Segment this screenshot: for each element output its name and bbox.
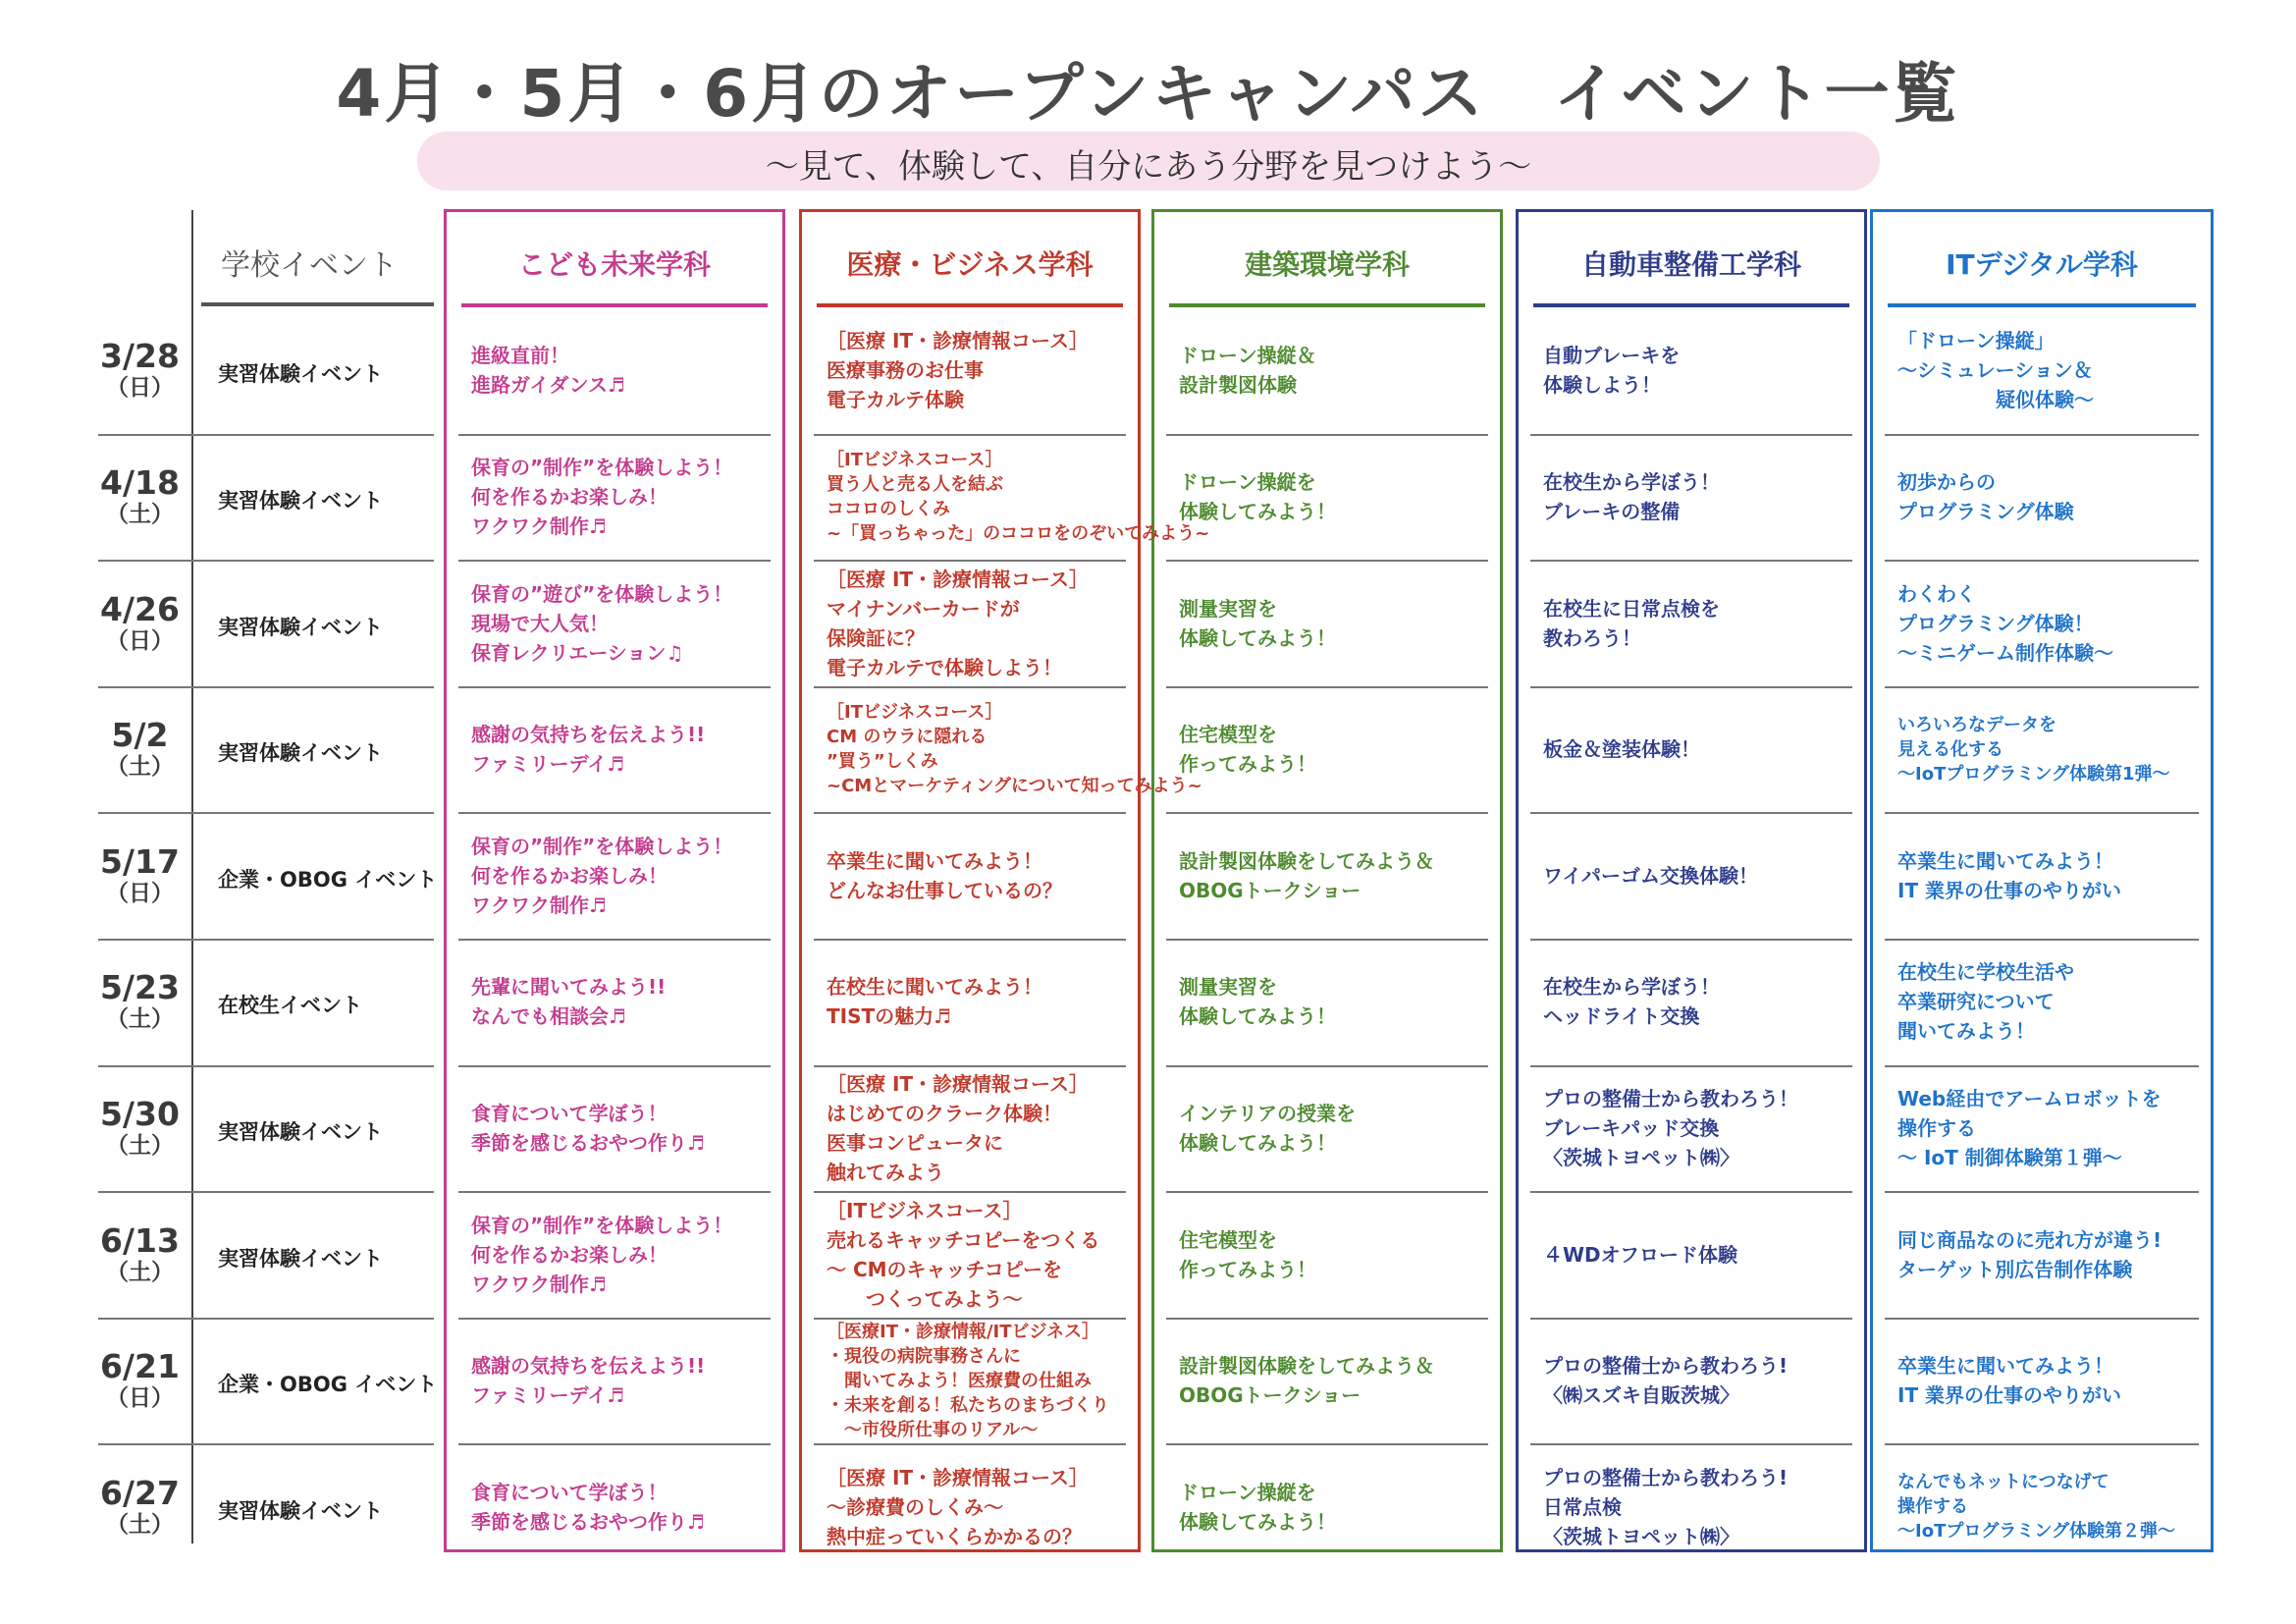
cell-divider [1530, 939, 1852, 941]
cell-divider [814, 434, 1126, 436]
page-title: 4月・5月・6月のオープンキャンパス イベント一覧 [336, 56, 1960, 132]
event-cell: 測量実習を 体験してみよう！ [1179, 975, 1336, 1029]
event-cell: 保育の”制作”を体験しよう！ 何を作るかお楽しみ！ ワクワク制作♬ [471, 1213, 733, 1296]
row-date [93, 1473, 187, 1539]
school-event-type: 実習体験イベント [218, 362, 383, 387]
event-cell: プロの整備士から教わろう! 〈㈱スズキ自販茨城〉 [1543, 1354, 1789, 1408]
school-event-header: 学校イベント [221, 248, 398, 283]
event-cell: ［ITビジネスコース］ 買う人と売る人を結ぶ ココロのしくみ ~「買っちゃった」のココロをのぞいてみよう~ [827, 449, 1210, 544]
event-cell: 住宅模型を 作ってみよう！ [1179, 723, 1316, 777]
event-cell: ［医療 IT・診療情報コース］ はじめてのクラーク体験！ 医事コンピュータに 触れてみよう [827, 1071, 1090, 1184]
cell-divider [814, 939, 1126, 941]
date-label: 4/18 [100, 462, 180, 502]
event-cell: 自動ブレーキを 体験しよう！ [1543, 344, 1681, 398]
cell-divider [1885, 812, 2199, 814]
school-event-type: 実習体験イベント [218, 1498, 383, 1523]
cell-divider [1530, 560, 1852, 562]
row-date [93, 339, 187, 402]
date-label: 6/21 [100, 1347, 180, 1386]
school-event-type: 企業・OBOG イベント [218, 1373, 438, 1397]
cell-divider [1166, 1443, 1488, 1445]
cell-divider [1166, 560, 1488, 562]
event-cell: 感謝の気持ちを伝えよう!! ファミリーデイ♬ [471, 723, 706, 777]
event-cell: 在校生に聞いてみよう！ TISTの魅力♬ [827, 975, 1042, 1029]
event-cell: ［ITビジネスコース］ 売れるキャッチコピーをつくる ～ CMのキャッチコピーを つくってみよう～ [827, 1198, 1100, 1311]
school-event-type: 実習体験イベント [218, 488, 383, 513]
cell-divider [1166, 939, 1488, 941]
cell-divider [814, 812, 1126, 814]
event-cell: ワイパーゴム交換体験！ [1543, 863, 1758, 888]
cell-divider [458, 686, 771, 688]
department-header: こども未来学科 [517, 248, 711, 281]
subtitle: ～見て、体験して、自分にあう分野を見つけよう～ [765, 147, 1532, 187]
event-cell: 測量実習を 体験してみよう！ [1179, 596, 1336, 650]
school-event-type: 実習体験イベント [218, 1246, 383, 1271]
cell-divider [814, 560, 1126, 562]
cell-divider [1530, 1065, 1852, 1067]
school-event-type: 企業・OBOG イベント [218, 867, 438, 892]
event-cell: 設計製図体験をしてみよう＆ OBOGトークショー [1179, 848, 1434, 902]
weekday-label: （土） [106, 501, 174, 527]
weekday-label: （日） [106, 375, 174, 402]
event-cell: 保育の”制作”を体験しよう！ 何を作るかお楽しみ！ ワクワク制作♬ [471, 834, 733, 917]
date-label: 5/17 [100, 841, 180, 881]
school-event-type: 実習体験イベント [218, 1119, 383, 1144]
weekday-label: （日） [106, 880, 174, 906]
event-cell: 保育の”制作”を体験しよう！ 何を作るかお楽しみ！ ワクワク制作♬ [471, 455, 733, 538]
cell-divider [1166, 686, 1488, 688]
cell-divider [1885, 560, 2199, 562]
cell-divider [458, 1443, 771, 1445]
cell-divider [814, 1065, 1126, 1067]
cell-divider [458, 1065, 771, 1067]
event-cell: ［医療 IT・診療情報コース］ ～診療費のしくみ～ 熱中症っていくらかかるの？ [827, 1465, 1090, 1548]
weekday-label: （土） [106, 754, 174, 781]
row-date [93, 1220, 187, 1286]
event-cell: 卒業生に聞いてみよう！ IT 業界の仕事のやりがい [1897, 1354, 2122, 1408]
event-cell: ［医療 IT・診療情報コース］ マイナンバーカードが 保険証に？ 電子カルテで体験しよう！ [827, 567, 1090, 679]
cell-divider [1166, 1191, 1488, 1193]
cell-divider [1885, 1065, 2199, 1067]
cell-divider [1530, 1191, 1852, 1193]
cell-divider [458, 812, 771, 814]
cell-divider [458, 1191, 771, 1193]
cell-divider [1166, 434, 1488, 436]
cell-divider [814, 1443, 1126, 1445]
cell-divider [1530, 434, 1852, 436]
row-divider [98, 1191, 434, 1193]
event-cell: ［医療IT・診療情報/ITビジネス］ ・現役の病院事務さんに 聞いてみよう！医療費の仕組み ・未来を創る！私たちのまちづくり ～市役所仕事のリアル～ [827, 1321, 1109, 1440]
row-date [93, 462, 187, 528]
department-header-rule [1888, 303, 2196, 307]
event-cell: 先輩に聞いてみよう!! なんでも相談会♬ [471, 975, 667, 1029]
event-cell: なんでもネットにつなげて 操作する ～IoTプログラミング体験第２弾～ [1897, 1472, 2175, 1543]
weekday-label: （日） [106, 1385, 174, 1412]
event-cell: 「ドローン操縦」 ～シミュレーション＆ 疑似体験～ [1897, 329, 2094, 412]
event-cell: ［ITビジネスコース］ CM のウラに隠れる ”買う”しくみ ~CMとマーケティングについて知ってみよう~ [827, 702, 1202, 797]
date-label: 3/28 [100, 337, 180, 376]
row-divider [98, 1318, 434, 1320]
event-cell: 住宅模型を 作ってみよう！ [1179, 1227, 1316, 1281]
department-header: ITデジタル学科 [1946, 248, 2138, 281]
event-cell: Web経由でアームロボットを 操作する ～ IoT 制御体験第１弾～ [1897, 1086, 2162, 1169]
event-cell: ドローン操縦を 体験してみよう！ [1179, 469, 1336, 523]
cell-divider [458, 434, 771, 436]
cell-divider [458, 939, 771, 941]
subtitle-band [417, 132, 1880, 190]
event-cell: 在校生から学ぼう！ ヘッドライト交換 [1543, 975, 1720, 1029]
row-date [93, 1094, 187, 1160]
cell-divider [458, 1318, 771, 1320]
cell-divider [458, 560, 771, 562]
event-cell: プロの整備士から教わろう！ ブレーキパッド交換 〈茨城トヨペット㈱〉 [1543, 1086, 1798, 1169]
cell-divider [1530, 686, 1852, 688]
weekday-label: （土） [106, 1511, 174, 1538]
department-header-rule [461, 303, 768, 307]
row-divider [98, 1443, 434, 1445]
cell-divider [814, 686, 1126, 688]
row-divider [98, 686, 434, 688]
row-divider [98, 812, 434, 814]
cell-divider [1885, 939, 2199, 941]
date-label: 4/26 [100, 589, 180, 628]
department-header: 建築環境学科 [1244, 248, 1410, 281]
date-label: 6/13 [100, 1220, 180, 1260]
cell-divider [1885, 1443, 2199, 1445]
event-cell: 感謝の気持ちを伝えよう!! ファミリーデイ♬ [471, 1354, 706, 1408]
event-cell: 同じ商品なのに売れ方が違う! ターゲット別広告制作体験 [1897, 1227, 2163, 1281]
school-event-rule [201, 302, 434, 306]
weekday-label: （日） [106, 627, 174, 654]
date-label: 5/23 [100, 968, 180, 1007]
event-cell: 保育の”遊び”を体験しよう！ 現場で大人気！ 保育レクリエーション♫ [471, 581, 733, 665]
event-cell: 卒業生に聞いてみよう！ IT 業界の仕事のやりがい [1897, 848, 2122, 902]
department-header-rule [1169, 303, 1485, 307]
row-date [93, 589, 187, 655]
event-cell: ［医療 IT・診療情報コース］ 医療事務のお仕事 電子カルテ体験 [827, 329, 1090, 412]
event-cell: 食育について学ぼう！ 季節を感じるおやつ作り♬ [471, 1101, 705, 1155]
row-divider [98, 1065, 434, 1067]
cell-divider [1885, 686, 2199, 688]
cell-divider [814, 1191, 1126, 1193]
department-header-rule [1533, 303, 1849, 307]
date-label: 5/30 [100, 1094, 180, 1133]
event-cell: 進級直前！ 進路ガイダンス♬ [471, 344, 625, 398]
row-divider [98, 434, 434, 436]
cell-divider [1530, 1318, 1852, 1320]
event-cell: わくわく プログラミング体験！ ～ミニゲーム制作体験～ [1897, 581, 2113, 665]
event-cell: ドローン操縦を 体験してみよう！ [1179, 1480, 1336, 1534]
cell-divider [1885, 434, 2199, 436]
event-cell: 設計製図体験をしてみよう＆ OBOGトークショー [1179, 1354, 1434, 1408]
event-cell: 食育について学ぼう！ 季節を感じるおやつ作り♬ [471, 1480, 705, 1534]
department-header: 医療・ビジネス学科 [846, 248, 1094, 281]
event-cell: プロの整備士から教わろう! 日常点検 〈茨城トヨペット㈱〉 [1543, 1465, 1789, 1548]
school-event-type: 実習体験イベント [218, 615, 383, 639]
event-cell: 在校生から学ぼう！ ブレーキの整備 [1543, 469, 1720, 523]
row-date [93, 841, 187, 907]
event-cell: 在校生に学校生活や 卒業研究について 聞いてみよう！ [1897, 960, 2074, 1044]
school-event-type: 実習体験イベント [218, 741, 383, 766]
cell-divider [1166, 1065, 1488, 1067]
row-date [93, 1349, 187, 1412]
row-divider [98, 560, 434, 562]
department-header-rule [817, 303, 1123, 307]
event-cell: 卒業生に聞いてみよう！ どんなお仕事しているの？ [827, 848, 1062, 902]
weekday-label: （土） [106, 1006, 174, 1033]
row-date [93, 970, 187, 1033]
event-cell: 初歩からの プログラミング体験 [1897, 469, 2074, 523]
cell-divider [1530, 812, 1852, 814]
cell-divider [1166, 1318, 1488, 1320]
event-cell: ドローン操縦＆ 設計製図体験 [1179, 344, 1316, 398]
date-label: 5/2 [111, 716, 169, 755]
school-event-type: 在校生イベント [218, 994, 362, 1018]
event-cell: インテリアの授業を 体験してみよう！ [1179, 1101, 1356, 1155]
date-axis-line [191, 210, 193, 1543]
event-cell: 板金＆塗装体験！ [1543, 737, 1700, 762]
cell-divider [1166, 812, 1488, 814]
weekday-label: （土） [106, 1259, 174, 1285]
event-cell: ４WDオフロード体験 [1543, 1242, 1738, 1267]
row-divider [98, 939, 434, 941]
cell-divider [1885, 1191, 2199, 1193]
cell-divider [1530, 1443, 1852, 1445]
weekday-label: （土） [106, 1132, 174, 1159]
cell-divider [1885, 1318, 2199, 1320]
date-label: 6/27 [100, 1473, 180, 1512]
department-header: 自動車整備工学科 [1580, 248, 1801, 281]
row-date [93, 718, 187, 781]
event-cell: 在校生に日常点検を 教わろう！ [1543, 596, 1720, 650]
event-cell: いろいろなデータを 見える化する ～IoTプログラミング体験第1弾～ [1897, 714, 2170, 785]
